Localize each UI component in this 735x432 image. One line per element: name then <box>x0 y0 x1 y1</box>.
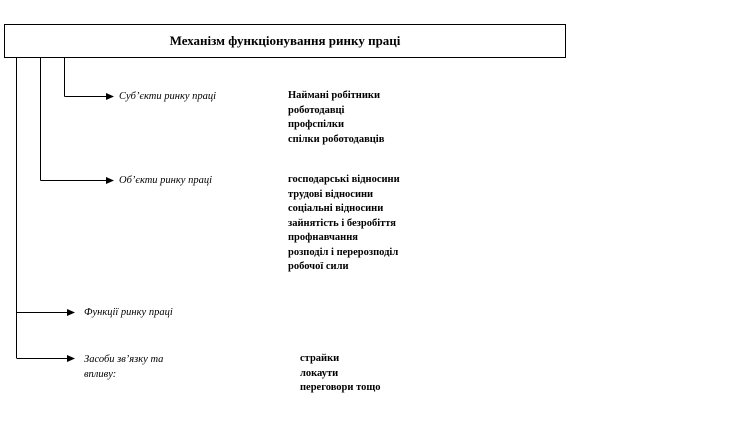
arrowhead-means <box>67 355 75 362</box>
branch-label-objects: Об’єкти ринку праці <box>119 175 212 186</box>
arrowhead-subjects <box>106 93 114 100</box>
branch-label-functions: Функції ринку праці <box>84 307 173 318</box>
list-item: спілки роботодавців <box>288 133 385 145</box>
list-item: переговори тощо <box>300 382 381 393</box>
list-item: профнавчання <box>288 232 358 243</box>
arrowhead-objects <box>106 177 114 184</box>
list-item: трудові відносини <box>288 188 374 200</box>
list-item: соціальні відносини <box>288 203 384 214</box>
list-item: розподіл і перерозподіл <box>288 246 399 258</box>
branch-items-means <box>300 352 380 396</box>
branch-items-subjects <box>288 89 384 147</box>
list-item: зайнятість і безробіття <box>288 217 396 229</box>
branch-label-means: Засоби зв’язку та впливу: <box>84 354 164 380</box>
list-item: робочої сили <box>288 261 349 272</box>
list-item: страйки <box>300 353 340 364</box>
arrowhead-functions <box>67 309 75 316</box>
branch-items-objects <box>288 173 400 275</box>
list-item: роботодавці <box>288 104 345 116</box>
branch-label-subjects: Суб’єкти ринку праці <box>119 91 217 102</box>
list-item: локаути <box>300 367 339 379</box>
list-item: профспілки <box>288 119 345 130</box>
list-item: Наймані робітники <box>288 90 381 101</box>
diagram-title: Механізм функціонування ринку праці <box>4 24 566 58</box>
list-item: господарські відносини <box>288 174 400 185</box>
